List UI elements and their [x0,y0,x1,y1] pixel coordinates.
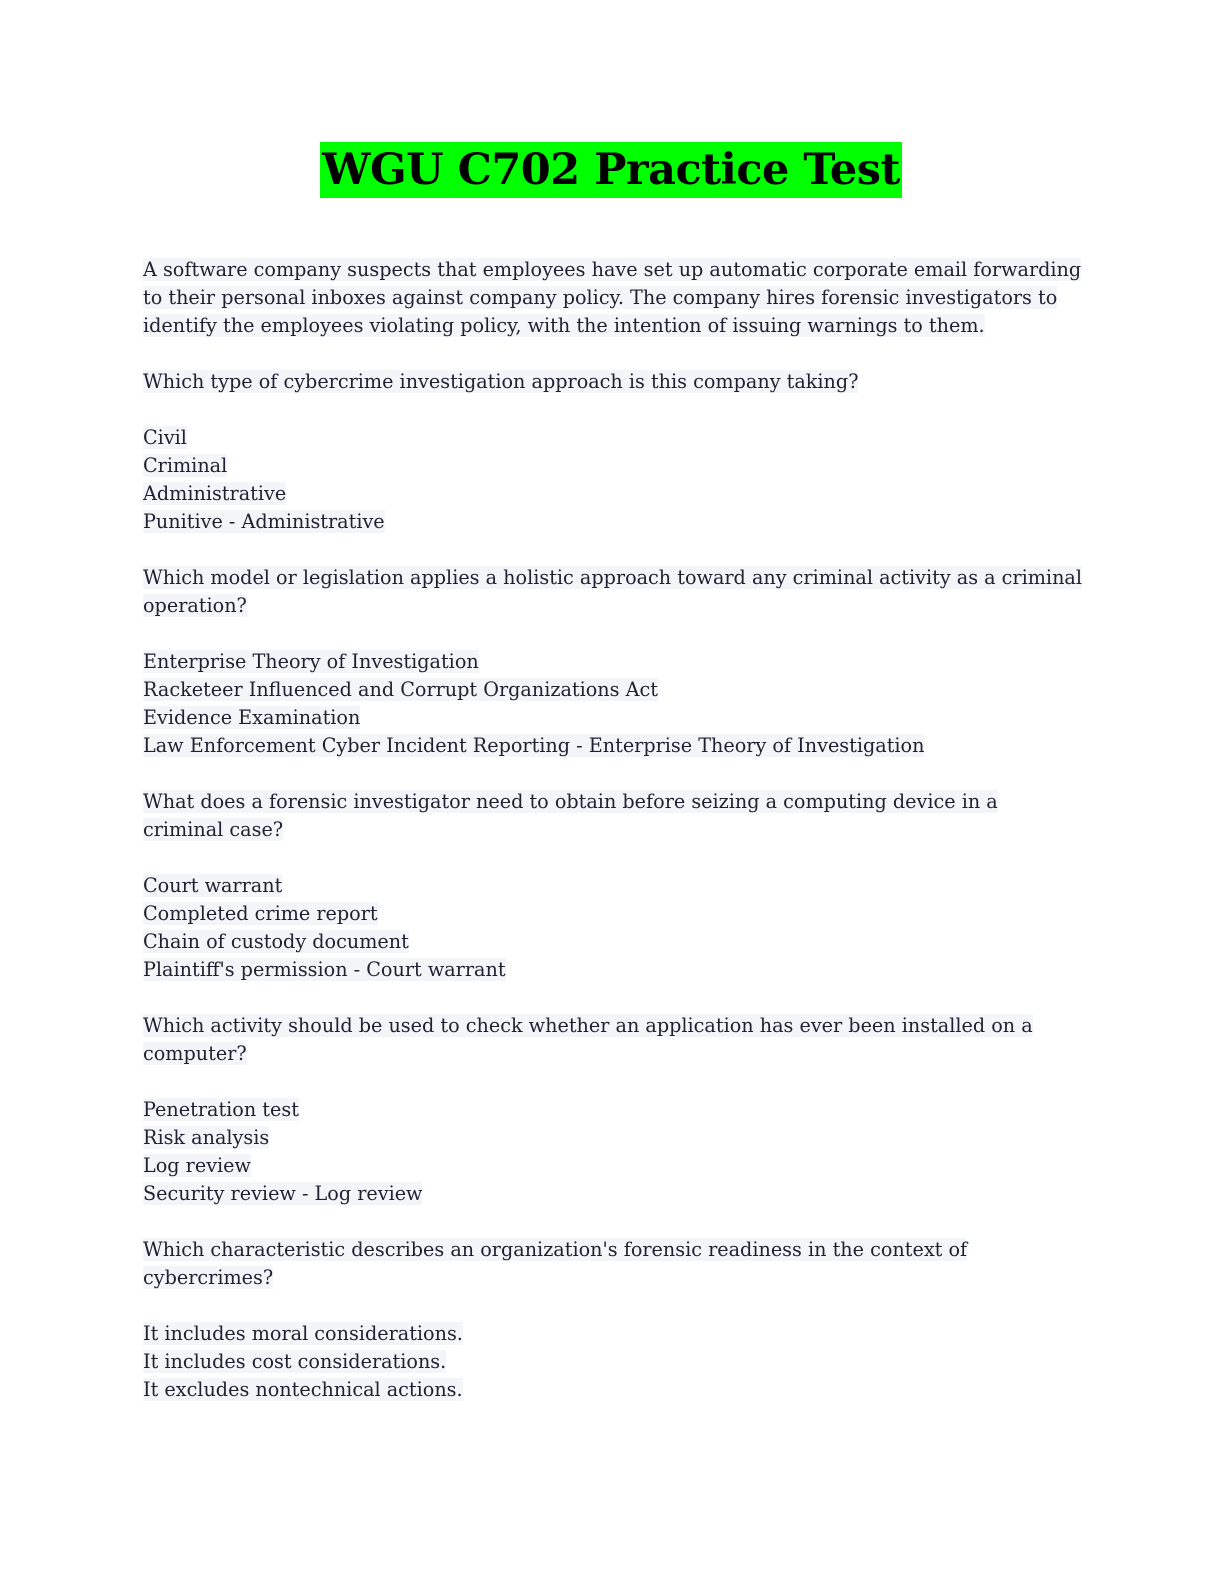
document-page [143,0,1083,1404]
page-title: WGU C702 Practice Test [320,142,902,198]
option: It includes moral considerations. [143,1322,463,1345]
question-1 [143,368,1083,396]
option: Plaintiff's permission - Court warrant [143,958,506,981]
question-text: Which model or legislation applies a holistic approach toward any criminal activity as a criminal operation? [143,566,1082,617]
option: Security review - Log review [143,1182,423,1205]
intro-paragraph [143,256,1083,340]
title-wrap [143,142,1083,198]
options-5 [143,1320,1083,1404]
options-2 [143,648,1083,760]
option: It includes cost considerations. [143,1350,447,1373]
question-2 [143,564,1083,620]
question-4 [143,1012,1083,1068]
question-text: What does a forensic investigator need to obtain before seizing a computing device in a criminal case? [143,790,998,841]
option: Court warrant [143,874,283,897]
question-3 [143,788,1083,844]
option: Civil [143,426,187,449]
options-1 [143,424,1083,536]
question-5 [143,1236,1083,1292]
options-3 [143,872,1083,984]
option: Administrative [143,482,287,505]
document-body [143,256,1083,1404]
option: Chain of custody document [143,930,409,953]
option: Evidence Examination [143,706,361,729]
options-4 [143,1096,1083,1208]
option: Penetration test [143,1098,299,1121]
question-text: Which type of cybercrime investigation approach is this company taking? [143,370,859,393]
option: Law Enforcement Cyber Incident Reporting - Enterprise Theory of Investigation [143,734,925,757]
question-text: Which characteristic describes an organization's forensic readiness in the context of cybercrimes? [143,1238,968,1289]
option: Criminal [143,454,228,477]
option: Risk analysis [143,1126,270,1149]
option: Enterprise Theory of Investigation [143,650,479,673]
option: Completed crime report [143,902,378,925]
option: Punitive - Administrative [143,510,385,533]
option: Racketeer Influenced and Corrupt Organizations Act [143,678,658,701]
option: Log review [143,1154,251,1177]
option: It excludes nontechnical actions. [143,1378,463,1401]
intro-text: A software company suspects that employees have set up automatic corporate email forwarding to their personal inboxes against company policy. The company hires forensic investigators to identify the employees violating policy, with the intention of issuing warnings to them. [143,258,1082,337]
question-text: Which activity should be used to check whether an application has ever been installed on a computer? [143,1014,1033,1065]
